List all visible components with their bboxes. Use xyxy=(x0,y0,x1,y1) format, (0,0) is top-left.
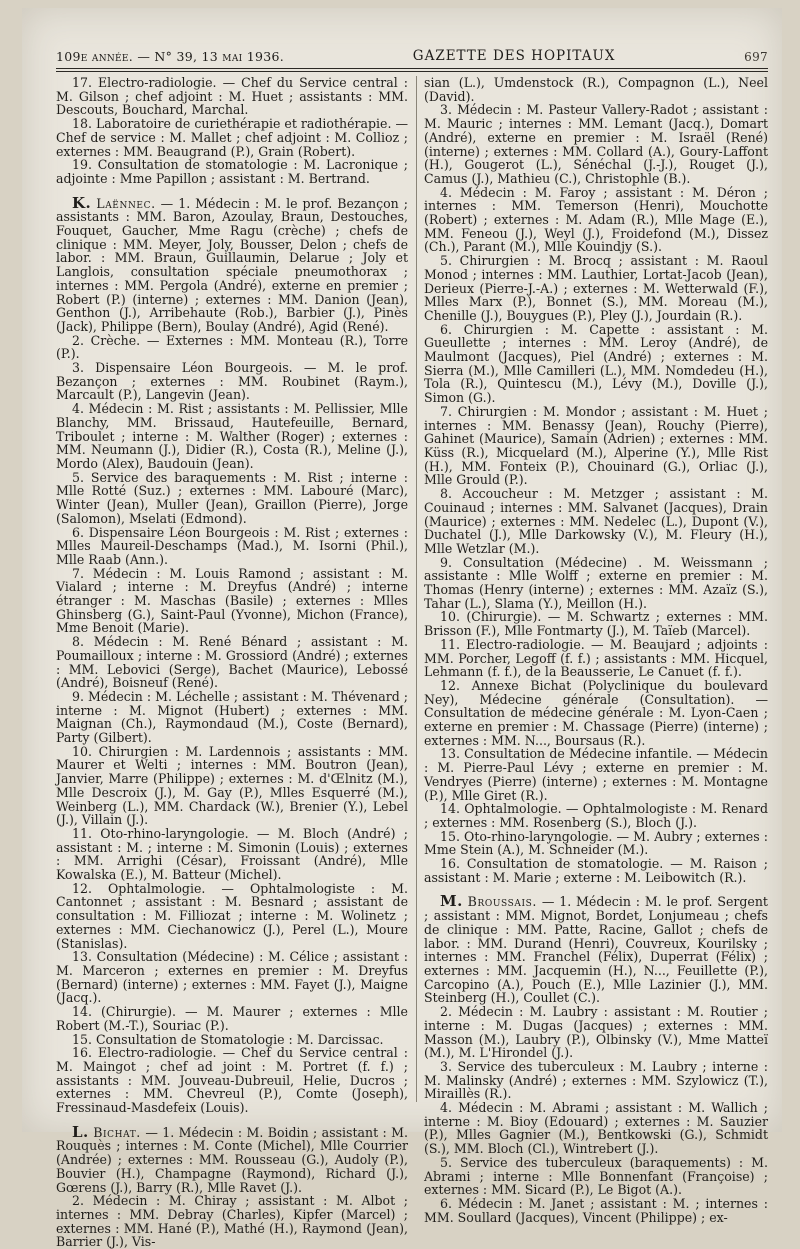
hospital-name: Laënnec. xyxy=(96,195,156,211)
service-paragraph: 3. Service des tuberculeux : M. Laubry ; interne : M. Malinsky (André) ; externes : MM. Szylowicz (T.), Miraillès (R.). xyxy=(424,1058,768,1102)
section-text: — 1. Médecin : M. le prof. Bezançon ; assistants : MM. Baron, Azoulay, Braun, Destouches, Fouquet, Gaucher, Mme Ragu (crèche) ; chefs de clinique : MM. Meyer, Joly, Bousser, Delon ; chefs de labor. : MM. Braun, Guillaumin, Delarue ; Joly et Langlois, consultation spéciale pneumothorax ; internes : MM. Pergola (André), externe en premier ; Robert (P.) (interne) ; externes : MM. Danion (Jean), Genthon (J.), Arribehaute (Rob.), Barbier (J.), Pinès (Jack), Philippe (Bern), Boulay (André), Agid (René). xyxy=(56,195,408,334)
service-paragraph: 5. Service des baraquements : M. Rist ; interne : Mlle Rotté (Suz.) ; externes : MM. Labouré (Marc), Winter (Jean), Muller (Jean), Graillon (Pierre), Jorge (Salomon), Mselati (Edmond). xyxy=(56,469,408,526)
service-paragraph: 17. Electro-radiologie. — Chef du Service central : M. Gilson ; chef adjoint : M. Huet ; assistants : MM. Descouts, Bouchard, Marchal. xyxy=(56,75,408,118)
service-paragraph: 13. Consultation de Médecine infantile. — Médecin : M. Pierre-Paul Lévy ; externe en premier : M. Vendryes (Pierre) (interne) ; externes : M. Montagne (P.), Mlle Giret (R.). xyxy=(424,746,768,803)
service-paragraph: 8. Médecin : M. René Bénard ; assistant : M. Poumailloux ; interne : M. Grossiord (André) ; externes : MM. Lebovici (Serge), Bachet (Maurice), Lebossé (André), Boisneuf (René). xyxy=(56,634,408,691)
service-paragraph: 10. Chirurgien : M. Lardennois ; assistants : MM. Maurer et Welti ; internes : MM. Boutron (Jean), Janvier, Marre (Philippe) ; externes : M. d'Œlnitz (M.), Mlle Descroix (J.), M. Gay (P.), Mlles Esquerré (M.), Weinberg (L.), MM. Chardack (W.), Brenier (Y.), Lebel (J.), Villain (J.). xyxy=(56,743,408,828)
service-paragraph: 16. Electro-radiologie. — Chef du Service central : M. Maingot ; chef ad joint : M. Portret (f. f.) ; assistants : MM. Jouveau-Dubreuil, Helie, Ducros ; externes : MM. Chevreul (P.), Comte (Joseph), Fressinaud-Masdefeix (Louis). xyxy=(56,1045,408,1116)
service-paragraph: 5. Chirurgien : M. Brocq ; assistant : M. Raoul Monod ; internes : MM. Lauthier, Lortat-Jacob (Jean), Derieux (Pierre-J.-A.) ; externes : M. Wetterwald (F.), Mlles Marx (P.), Bonnet (S.), MM. Moreau (M.), Chenille (J.), Bouygues (P.), Pley (J.), Jourdain (R.). xyxy=(424,253,768,323)
newspaper-page xyxy=(22,8,782,1249)
service-paragraph: sian (L.), Umdenstock (R.), Compagnon (L.), Neel (David). xyxy=(424,75,768,104)
service-paragraph: 4. Médecin : M. Faroy ; assistant : M. Déron ; internes : MM. Temerson (Henri), Mouchotte (Robert) ; externes : M. Adam (R.), Mlle Mage (E.), MM. Feneou (J.), Weyl (J.), Froidefond (M.), Dissez (Ch.), Parant (M.), Mlle Kouindjy (S.). xyxy=(424,184,768,255)
service-paragraph: 9. Médecin : M. Léchelle ; assistant : M. Thévenard ; interne : M. Mignot (Hubert) ; externes : MM. Maignan (Ch.), Raymondaud (M.), Coste (Bernard), Party (Gilbert). xyxy=(56,688,408,746)
service-paragraph: 18. Laboratoire de curiethérapie et radiothérapie. — Chef de service : M. Mallet ; chef adjoint : M. Collioz ; externes : MM. Beaugrand (P.), Grain (Robert). xyxy=(56,116,408,159)
service-paragraph: 2. Médecin : M. Chiray ; assistant : M. Albot ; internes : MM. Debray (Charles), Kipfer (Marcel) ; externes : MM. Hané (P.), Mathé (H.), Raymond (Jean), Barrier (J.), Vis- xyxy=(56,1193,408,1249)
section-text: — 1. Médecin : M. le prof. Sergent ; assistant : MM. Mignot, Bordet, Lonjumeau ; chefs de clinique : MM. Patte, Racine, Gallot ; chefs de labor. : MM. Durand (Henri), Couvreux, Kourilsky ; internes : MM. Franchel (Félix), Duperrat (Félix) ; externes : MM. Jacquemin (H.), N..., Feuillette (P.), Carcopino (A.), Pouch (E.), Mlle Lazinier (J.), MM. Steinberg (H.), Coullet (C.). xyxy=(424,894,768,1006)
service-paragraph: 15. Consultation de Stomatologie : M. Darcissac. xyxy=(72,1031,384,1047)
service-paragraph: 3. Dispensaire Léon Bourgeois. — M. le prof. Bezançon ; externes : MM. Roubinet (Raym.), Marcault (P.), Langevin (Jean). xyxy=(56,360,408,403)
issue-line: 109e année. — N° 39, 13 mai 1936. xyxy=(56,49,285,64)
section-text: — 1. Médecin : M. Boidin ; assistant : M. Rouquès ; internes : M. Conte (Michel), Mlle Courrier (Andrée) ; externes : MM. Rousseau (G.), Audoly (P.), Bouvier (H.), Champagne (Raymond), Richard (J.), Gœrens (J.), Barry (R.), Mlle Ravet (J.). xyxy=(56,1124,408,1195)
service-paragraph: 19. Consultation de stomatologie : M. Lacronique ; adjointe : Mme Papillon ; assistant : M. Bertrand. xyxy=(56,157,408,186)
header-rule-double xyxy=(56,71,768,72)
service-paragraph: 14. (Chirurgie). — M. Maurer ; externes : Mlle Robert (M.-T.), Souriac (P.). xyxy=(56,1004,408,1033)
hospital-name: Bichat. xyxy=(93,1124,141,1140)
section-letter: L. xyxy=(72,1122,89,1141)
service-paragraph: 14. Ophtalmologie. — Ophtalmologiste : M. Renard ; externes : MM. Rosenberg (S.), Bloch (J.). xyxy=(424,801,768,830)
service-paragraph: 15. Oto-rhino-laryngologie. — M. Aubry ; externes : Mme Stein (A.), M. Schneider (M.). xyxy=(424,828,768,858)
header-rule xyxy=(56,68,768,69)
service-paragraph: 11. Electro-radiologie. — M. Beaujard ; adjoints : MM. Porcher, Legoff (f. f.) ; assistants : MM. Hicquel, Lehmann (f. f.), de la Beausserie, Le Canuet (f. f.). xyxy=(424,636,768,680)
service-paragraph: 12. Annexe Bichat (Polyclinique du boulevard Ney), Médecine générale (Consultation). — Consultation de médecine générale : M. Lyon-Caen ; externe en premier : M. Chassage (Pierre) (interne) ; externes : MM. N..., Boursaus (R.). xyxy=(424,677,768,748)
column-divider xyxy=(416,76,417,1102)
hospital-name: Broussais. xyxy=(467,894,538,910)
service-paragraph: 11. Oto-rhino-laryngologie. — M. Bloch (André) ; assistant : M. ; interne : M. Simonin (Louis) ; externes : MM. Arrighi (César), Froissant (André), Mlle Kowalska (E.), M. Batteur (Michel). xyxy=(56,825,408,883)
left-column xyxy=(56,75,408,1249)
service-paragraph: 13. Consultation (Médecine) : M. Célice ; assistant : M. Marceron ; externes en premier : M. Dreyfus (Bernard) (interne) ; externes : MM. Fayet (J.), Maigne (Jacq.). xyxy=(56,949,408,1006)
service-paragraph: 2. Crèche. — Externes : MM. Monteau (R.), Torre (P.). xyxy=(56,332,408,362)
service-paragraph: 9. Consultation (Médecine) . M. Weissmann ; assistante : Mlle Wolff ; externe en premier : M. Thomas (Henry (interne) ; externes : MM. Azaïz (S.), Tahar (L.), Slama (Y.), Meillon (H.). xyxy=(424,554,768,611)
service-paragraph: 16. Consultation de stomatologie. — M. Raison ; assistant : M. Marie ; externe : M. Leibowitch (R.). xyxy=(424,856,768,885)
service-paragraph: 10. (Chirurgie). — M. Schwartz ; externes : MM. Brisson (F.), Mlle Fontmarty (J.), M. Taïeb (Marcel). xyxy=(424,609,768,639)
page-header xyxy=(56,30,768,64)
service-paragraph: 5. Service des tuberculeux (baraquements) : M. Abrami ; interne : Mlle Bonnenfant (Françoise) ; externes : MM. Sicard (P.), Le Bigot (A.). xyxy=(424,1154,768,1198)
section-letter: M. xyxy=(440,892,463,911)
service-paragraph: 8. Accoucheur : M. Metzger ; assistant : M. Couinaud ; internes : MM. Salvanet (Jacques), Drain (Maurice) ; externes : MM. Nedelec (L.), Dupont (V.), Duchatel (J.), Mlle Darkowsky (V.), M. Fleury (H.), Mlle Wetzlar (M.). xyxy=(424,486,768,556)
journal-title: GAZETTE DES HOPITAUX xyxy=(412,48,616,64)
service-paragraph: 12. Ophtalmologie. — Ophtalmologiste : M. Cantonnet ; assistant : M. Besnard ; assistant de consultation : M. Filliozat ; interne : M. Wolinetz ; externes : MM. Ciechanowicz (J.), Perel (L.), Moure (Stanislas). xyxy=(56,880,408,951)
right-column xyxy=(424,75,768,1225)
service-paragraph: 2. Médecin : M. Laubry : assistant : M. Routier ; interne : M. Dugas (Jacques) ; externes : MM. Masson (M.), Laubry (P.), Olbinsky (V.), Mme Matteï (M.), M. L'Hirondel (J.). xyxy=(424,1004,768,1061)
service-paragraph: 6. Médecin : M. Janet ; assistant : M. ; internes : MM. Soullard (Jacques), Vincent (Philippe) ; ex- xyxy=(424,1195,768,1225)
service-paragraph: 4. Médecin : M. Rist ; assistants : M. Pellissier, Mlle Blanchy, MM. Brissaud, Hautefeuille, Bernard, Triboulet ; interne : M. Walther (Roger) ; externes : MM. Neumann (J.), Didier (R.), Costa (R.), Meline (J.), Mordo (Alex), Baudouin (Jean). xyxy=(56,401,408,471)
page-number: 697 xyxy=(744,50,768,64)
service-paragraph: 7. Médecin : M. Louis Ramond ; assistant : M. Vialard ; interne : M. Dreyfus (André) ; interne étranger : M. Maschas (Basile) ; externes : Mlles Ghinsberg (G.), Saint-Paul (Yvonne), Michon (France), Mme Benoit (Marie). xyxy=(56,565,408,636)
service-paragraph: 7. Chirurgien : M. Mondor ; assistant : M. Huet ; internes : MM. Benassy (Jean), Rouchy (Pierre), Gahinet (Maurice), Samain (Adrien) ; externes : MM. Küss (R.), Micquelard (M.), Alperine (Y.), Mlle Rist (H.), MM. Fonteix (P.), Chouinard (G.), Orliac (J.), Mlle Grould (P.). xyxy=(424,403,768,488)
service-paragraph: 4. Médecin : M. Abrami ; assistant : M. Wallich ; interne : M. Bioy (Edouard) ; externes : M. Sauzier (P.), Mlles Gagnier (M.), Bentkowski (G.), Schmidt (S.), MM. Bloch (Cl.), Wintrebert (J.). xyxy=(424,1100,768,1157)
service-paragraph: 3. Médecin : M. Pasteur Vallery-Radot ; assistant : M. Mauric ; internes : MM. Lemant (Jacq.), Domart (André), externe en premier : M. Israël (René) (interne) ; externes : MM. Collard (A.), Goury-Laffont (H.), Gougerot (L.), Sénéchal (J.-J.), Rouget (J.), Camus (J.), Mathieu (C.), Christophle (B.). xyxy=(424,102,768,186)
section-letter: K. xyxy=(72,193,92,212)
hospital-section-heading-paragraph xyxy=(56,1122,408,1195)
hospital-section-heading-paragraph xyxy=(424,892,768,1006)
service-paragraph: 6. Chirurgien : M. Capette : assistant : M. Gueullette ; internes : MM. Leroy (André), de Maulmont (Jacques), Piel (André) ; externes : M. Sierra (M.), Mlle Camilleri (L.), MM. Nomdedeu (H.), Tola (R.), Quintescu (M.), Lévy (M.), Doville (J.), Simon (G.). xyxy=(424,321,768,406)
service-paragraph: 6. Dispensaire Léon Bourgeois : M. Rist ; externes : Mlles Maureil-Deschamps (Mad.), M. Isorni (Phil.), Mlle Raab (Ann.). xyxy=(56,524,408,567)
hospital-section-heading-paragraph xyxy=(56,193,408,334)
